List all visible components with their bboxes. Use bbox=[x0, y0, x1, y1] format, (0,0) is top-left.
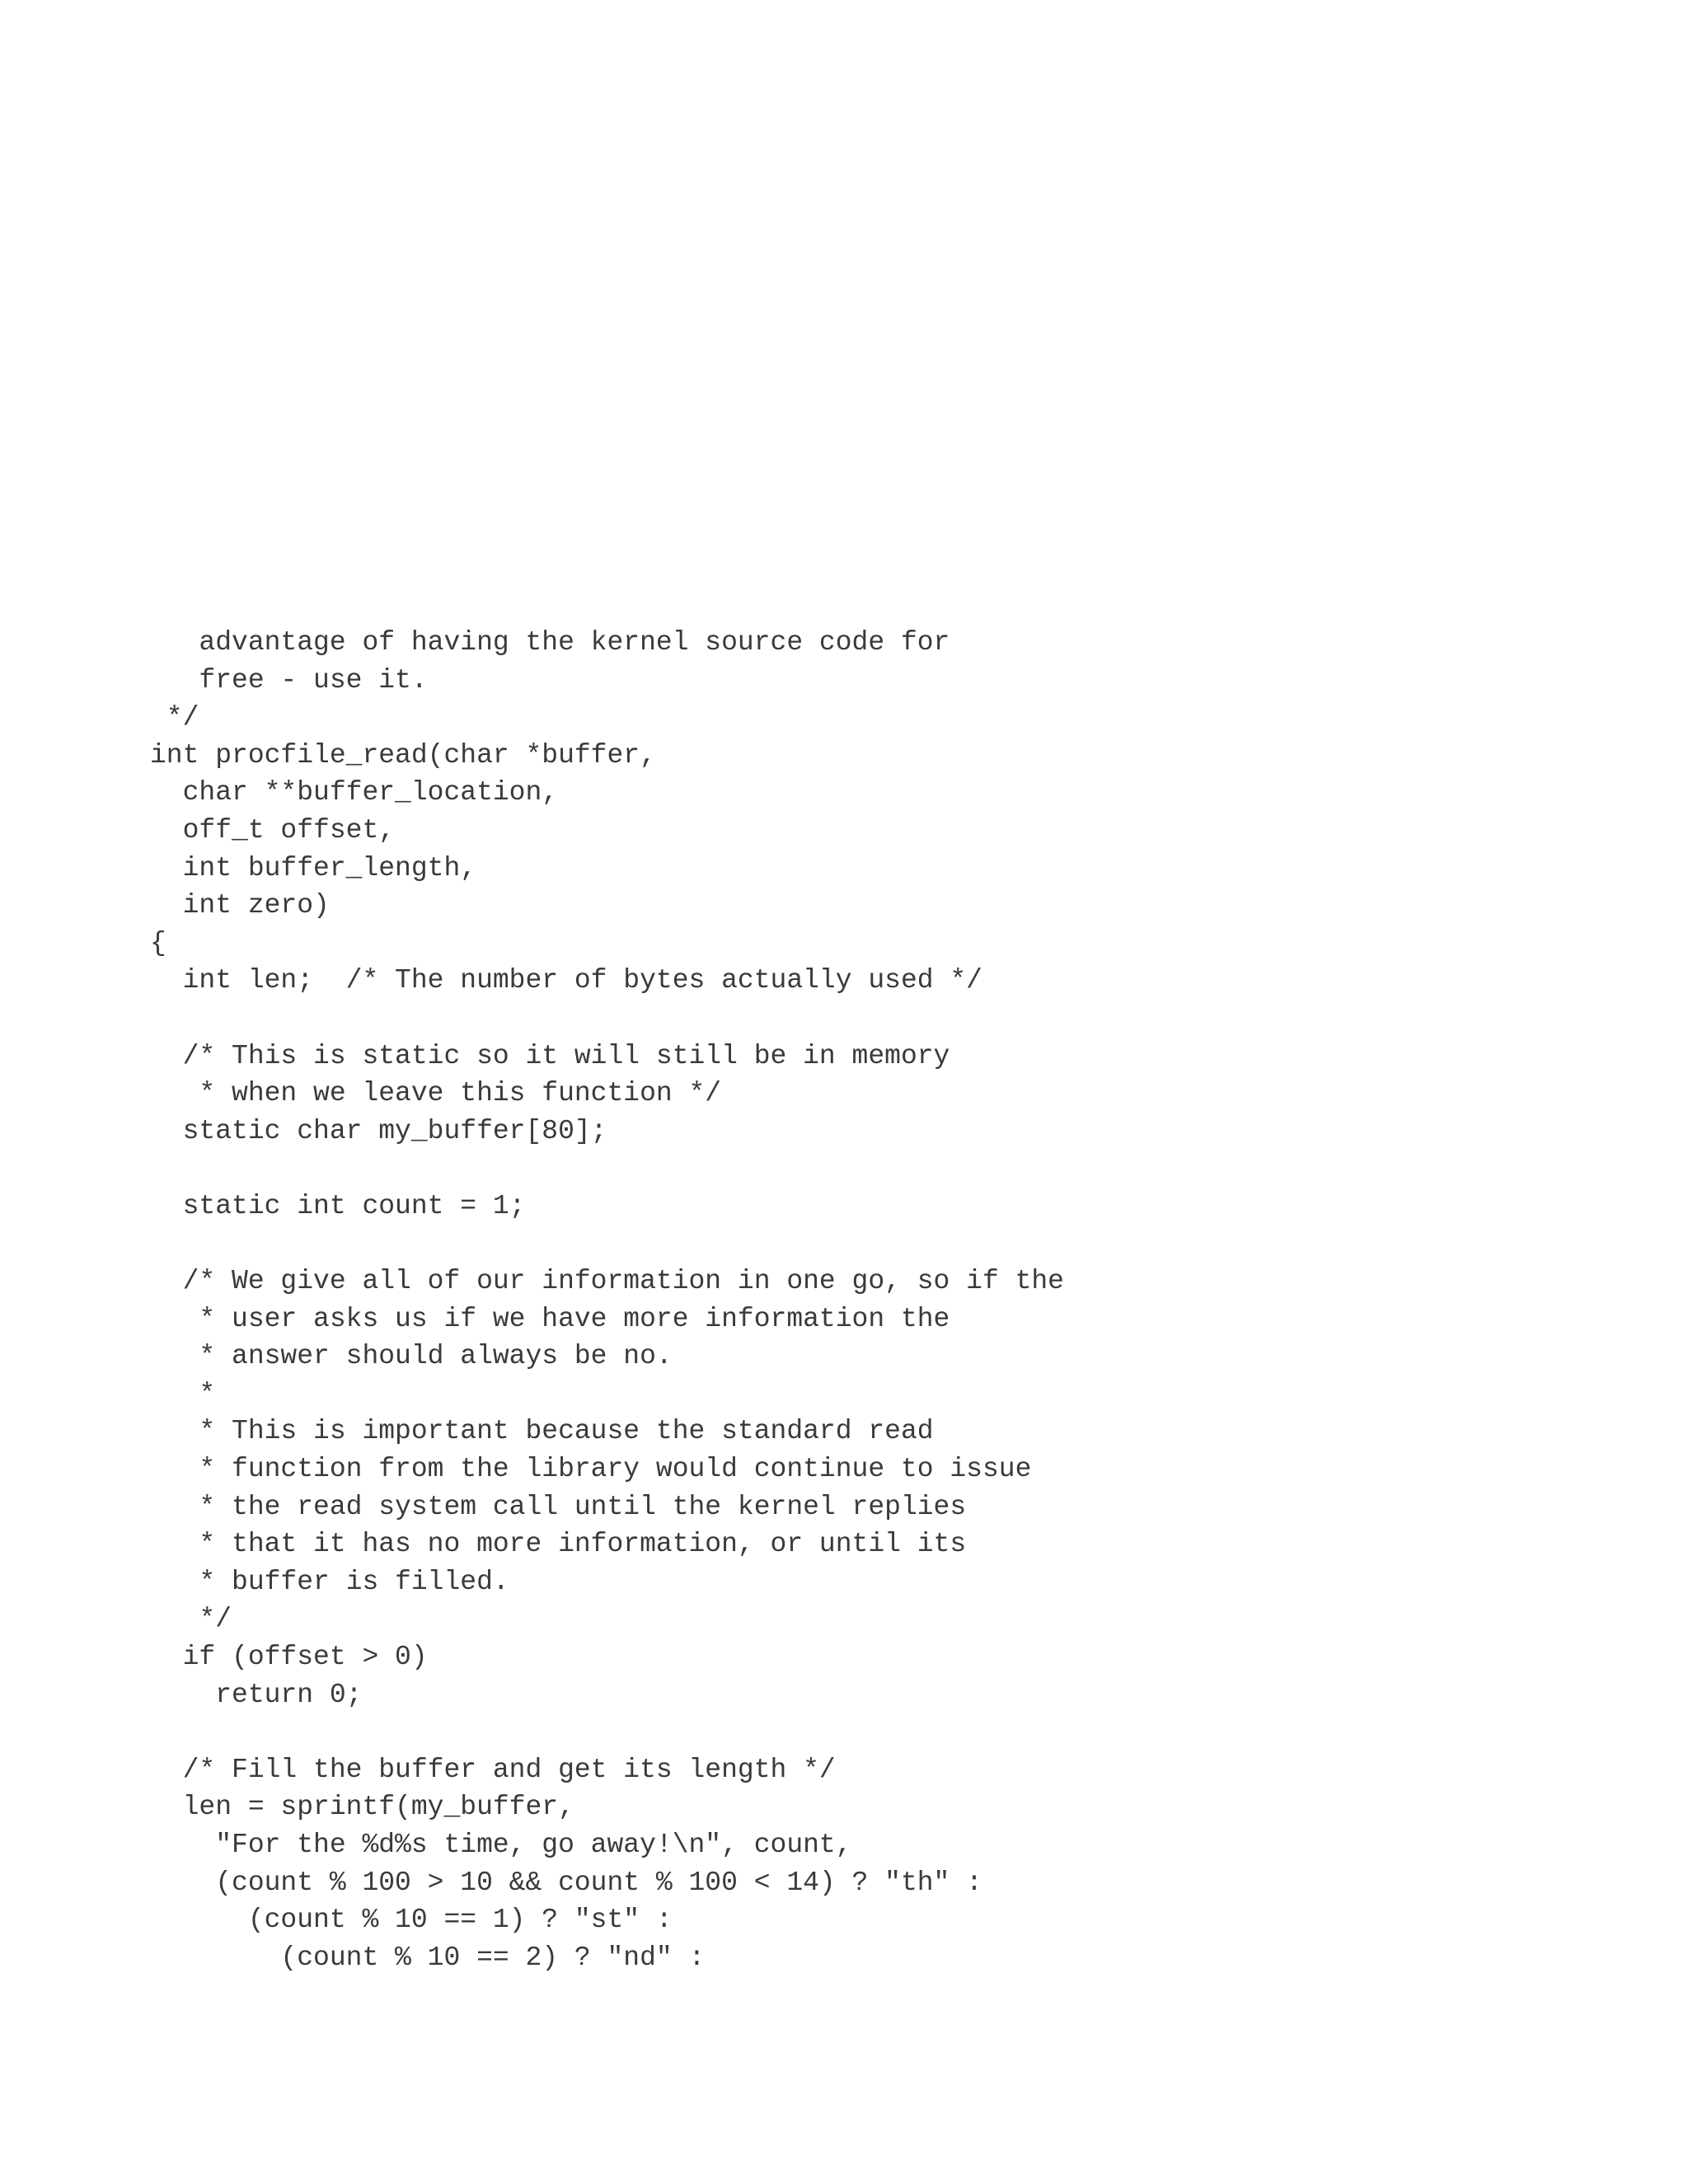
code-line: * bbox=[150, 1378, 216, 1409]
code-line: int buffer_length, bbox=[150, 852, 477, 883]
code-line: /* We give all of our information in one go, so if the bbox=[150, 1266, 1064, 1297]
code-line: static char my_buffer[80]; bbox=[150, 1115, 607, 1146]
code-line: (count % 10 == 1) ? "st" : bbox=[150, 1905, 673, 1936]
code-line: * This is important because the standard read bbox=[150, 1416, 934, 1447]
code-line bbox=[150, 1000, 1064, 1038]
code-line: int zero) bbox=[150, 890, 330, 921]
code-line: */ bbox=[150, 1604, 232, 1635]
code-line: * answer should always be no. bbox=[150, 1341, 673, 1372]
code-line: * buffer is filled. bbox=[150, 1566, 509, 1597]
code-line: */ bbox=[150, 702, 199, 733]
code-line bbox=[150, 1150, 1064, 1188]
code-line: /* Fill the buffer and get its length */ bbox=[150, 1754, 836, 1785]
code-line: advantage of having the kernel source code for bbox=[150, 627, 950, 658]
code-line: { bbox=[150, 927, 166, 958]
code-line: return 0; bbox=[150, 1679, 363, 1710]
code-line: * function from the library would continue to issue bbox=[150, 1454, 1032, 1485]
code-line bbox=[150, 1713, 1064, 1751]
code-line: * user asks us if we have more information the bbox=[150, 1303, 950, 1334]
code-line bbox=[150, 1226, 1064, 1263]
code-line: * when we leave this function */ bbox=[150, 1078, 722, 1109]
code-line: len = sprintf(my_buffer, bbox=[150, 1792, 574, 1823]
code-line: * that it has no more information, or until its bbox=[150, 1529, 967, 1560]
code-line: int procfile_read(char *buffer, bbox=[150, 739, 656, 771]
code-line: /* This is static so it will still be in memory bbox=[150, 1040, 950, 1071]
code-line: free - use it. bbox=[150, 664, 428, 696]
code-line: "For the %d%s time, go away!\n", count, bbox=[150, 1830, 852, 1860]
code-line: int len; /* The number of bytes actually used */ bbox=[150, 965, 982, 996]
code-line: static int count = 1; bbox=[150, 1190, 526, 1221]
code-line: * the read system call until the kernel replies bbox=[150, 1491, 967, 1522]
code-line: (count % 100 > 10 && count % 100 < 14) ? "th" : bbox=[150, 1867, 982, 1898]
code-line: off_t offset, bbox=[150, 814, 396, 846]
code-line: if (offset > 0) bbox=[150, 1642, 428, 1673]
code-line: char **buffer_location, bbox=[150, 777, 559, 808]
code-line: (count % 10 == 2) ? "nd" : bbox=[150, 1942, 706, 1973]
code-listing bbox=[150, 624, 1064, 1976]
